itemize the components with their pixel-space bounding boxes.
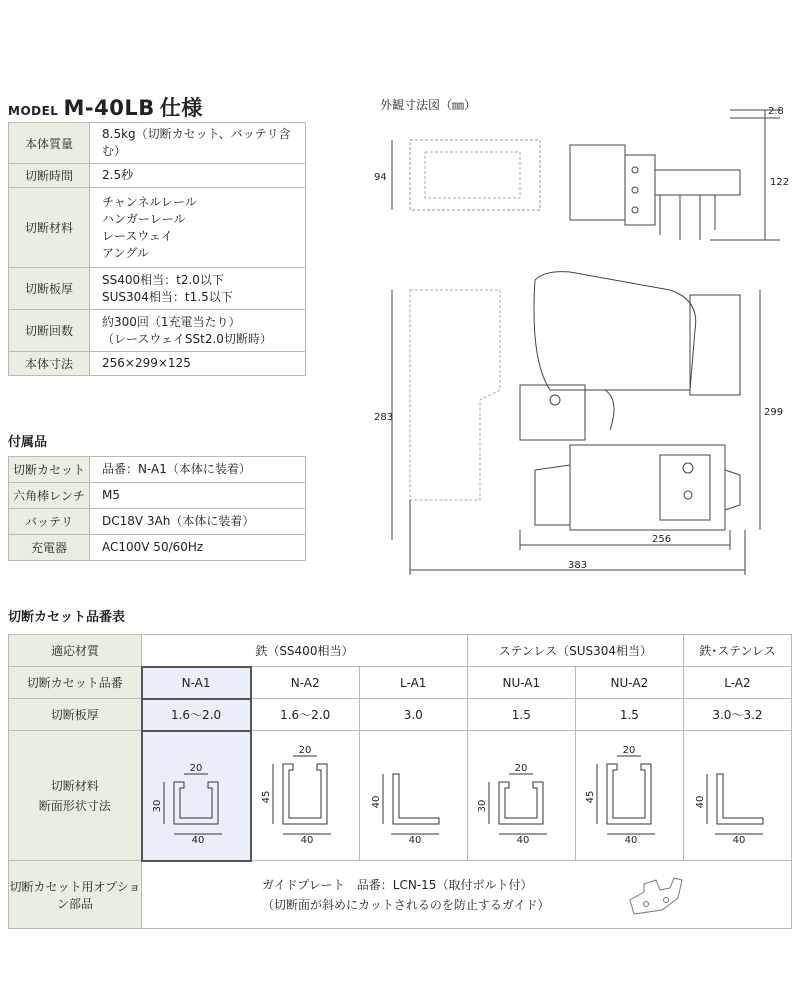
accessory-row — [9, 509, 306, 535]
spec-value — [90, 188, 306, 268]
spec-value-line: 256×299×125 — [102, 356, 191, 370]
dim-299: 299 — [764, 407, 784, 418]
dim-283: 283 — [374, 412, 394, 423]
dim-94: 94 — [374, 172, 387, 183]
dim-width-label: 40 — [191, 835, 205, 844]
dim-height-label: 40 — [371, 795, 383, 809]
cross-section-cell — [251, 731, 360, 861]
dim-256: 256 — [652, 534, 672, 545]
dim-height-label: 30 — [152, 799, 164, 813]
accessory-row — [9, 483, 306, 509]
spec-value — [90, 123, 306, 164]
row-label-thickness: 切断板厚 — [9, 699, 142, 731]
spec-value-line: アングル — [102, 245, 149, 260]
group-stainless: ステンレス（SUS304相当） — [467, 635, 683, 667]
cross-section-cell — [142, 731, 251, 861]
dim-width-label: 40 — [733, 835, 746, 844]
cassette-thickness: 3.0～3.2 — [683, 699, 791, 731]
row-label-section: 切断材料 断面形状寸法 — [9, 731, 142, 861]
spec-value-line: 8.5kg（切断カセット、バッテリ含む） — [102, 127, 291, 158]
cross-section-drawing — [687, 744, 787, 844]
accessory-label: 六角棒レンチ — [9, 483, 90, 509]
dim-383: 383 — [568, 560, 588, 571]
spec-value-line: （レースウェイSSt2.0切断時） — [102, 331, 272, 346]
option-cell — [142, 861, 792, 929]
row-label-option: 切断カセット用オプション部品 — [9, 861, 142, 929]
accessory-row — [9, 457, 306, 483]
spec-row — [9, 164, 306, 188]
spec-value-line: 約300回（1充電当たり） — [102, 314, 241, 329]
dim-width-label: 40 — [300, 835, 314, 844]
spec-row — [9, 123, 306, 164]
accessory-value: AC100V 50/60Hz — [90, 535, 306, 561]
spec-label: 切断材料 — [9, 188, 90, 268]
cross-section-drawing — [471, 744, 571, 844]
cross-section-drawing — [146, 744, 246, 844]
accessories-heading: 付属品 — [8, 435, 48, 450]
cross-section-cell — [359, 731, 467, 861]
cassette-part: N-A2 — [251, 667, 360, 699]
accessory-value: 品番：N-A1（本体に装着） — [90, 457, 306, 483]
spec-value-line: SUS304相当：t1.5以下 — [102, 289, 233, 304]
drawing-title: 外観寸法図（㎜） — [380, 98, 477, 112]
cassette-thickness: 1.5 — [467, 699, 575, 731]
cross-section-cell — [683, 731, 791, 861]
dimension-drawing — [370, 100, 790, 590]
cassette-table — [8, 634, 792, 929]
spec-value-line: 2.5秒 — [102, 168, 134, 182]
accessory-value: DC18V 3Ah（本体に装着） — [90, 509, 306, 535]
spec-value — [90, 268, 306, 310]
dim-lip-label: 20 — [189, 763, 203, 774]
spec-table — [8, 122, 306, 376]
cross-section-drawing — [255, 744, 355, 844]
accessory-label: 切断カセット — [9, 457, 90, 483]
spec-value-line: ハンガーレール — [102, 211, 186, 226]
cassette-thickness: 1.6～2.0 — [251, 699, 360, 731]
battery — [690, 295, 740, 395]
option-line-2: （切断面が斜めにカットされるのを防止するガイド） — [262, 897, 550, 912]
spec-value-line: レースウェイ — [102, 228, 173, 243]
dim-width-label: 40 — [625, 835, 638, 844]
group-steel: 鉄（SS400相当） — [142, 635, 468, 667]
cassette-thickness: 1.5 — [575, 699, 683, 731]
side-view-ghost — [410, 290, 500, 500]
dim-height-label: 30 — [477, 799, 489, 813]
accessory-value: M5 — [90, 483, 306, 509]
dim-lip-label: 20 — [298, 745, 312, 756]
cassette-thickness: 3.0 — [359, 699, 467, 731]
spec-row — [9, 188, 306, 268]
dim-lip-label: 20 — [623, 745, 636, 756]
spec-value-line: チャンネルレール — [102, 194, 197, 209]
spec-row — [9, 310, 306, 352]
accessory-row — [9, 535, 306, 561]
spec-value — [90, 164, 306, 188]
cassette-part: L-A1 — [359, 667, 467, 699]
cassette-part: N-A1 — [142, 667, 251, 699]
dim-height-label: 40 — [695, 795, 707, 809]
spec-label: 切断時間 — [9, 164, 90, 188]
group-both: 鉄･ステンレス — [683, 635, 791, 667]
top-view-head — [570, 145, 625, 220]
dim-height-label: 45 — [585, 790, 597, 804]
row-label-part: 切断カセット品番 — [9, 667, 142, 699]
spec-label: 本体質量 — [9, 123, 90, 164]
accessory-label: 充電器 — [9, 535, 90, 561]
dim-122: 122 — [770, 177, 790, 188]
spec-value — [90, 310, 306, 352]
cross-section-drawing — [363, 744, 463, 844]
spec-label: 切断回数 — [9, 310, 90, 352]
cassette-part: NU-A1 — [467, 667, 575, 699]
spec-row — [9, 268, 306, 310]
cross-section-cell — [575, 731, 683, 861]
dim-width-label: 40 — [516, 835, 530, 844]
cassette-thickness: 1.6～2.0 — [142, 699, 251, 731]
page-title: MODEL M-40LB 仕様 — [8, 96, 203, 120]
row-label-material: 適応材質 — [9, 635, 142, 667]
spec-value — [90, 352, 306, 376]
cassette-part: L-A2 — [683, 667, 791, 699]
cutter-head — [520, 385, 585, 440]
guide-plate-image — [622, 870, 692, 922]
cassette — [570, 445, 725, 530]
accessory-label: バッテリ — [9, 509, 90, 535]
cross-section-cell — [467, 731, 575, 861]
dim-height-label: 45 — [261, 790, 273, 804]
dim-width-label: 40 — [408, 835, 422, 844]
cassette-part: NU-A2 — [575, 667, 683, 699]
option-line-1: ガイドプレート 品番：LCN-15（取付ボルト付） — [262, 877, 533, 892]
spec-label: 切断板厚 — [9, 268, 90, 310]
spec-label: 本体寸法 — [9, 352, 90, 376]
cross-section-drawing — [579, 744, 679, 844]
cassette-heading: 切断カセット品番表 — [8, 610, 126, 625]
spec-row — [9, 352, 306, 376]
spec-value-line: SS400相当：t2.0以下 — [102, 272, 224, 287]
accessories-table — [8, 456, 306, 561]
tool-body — [534, 272, 696, 390]
dim-2-8: 2.8 — [768, 106, 784, 117]
dim-lip-label: 20 — [514, 763, 528, 774]
